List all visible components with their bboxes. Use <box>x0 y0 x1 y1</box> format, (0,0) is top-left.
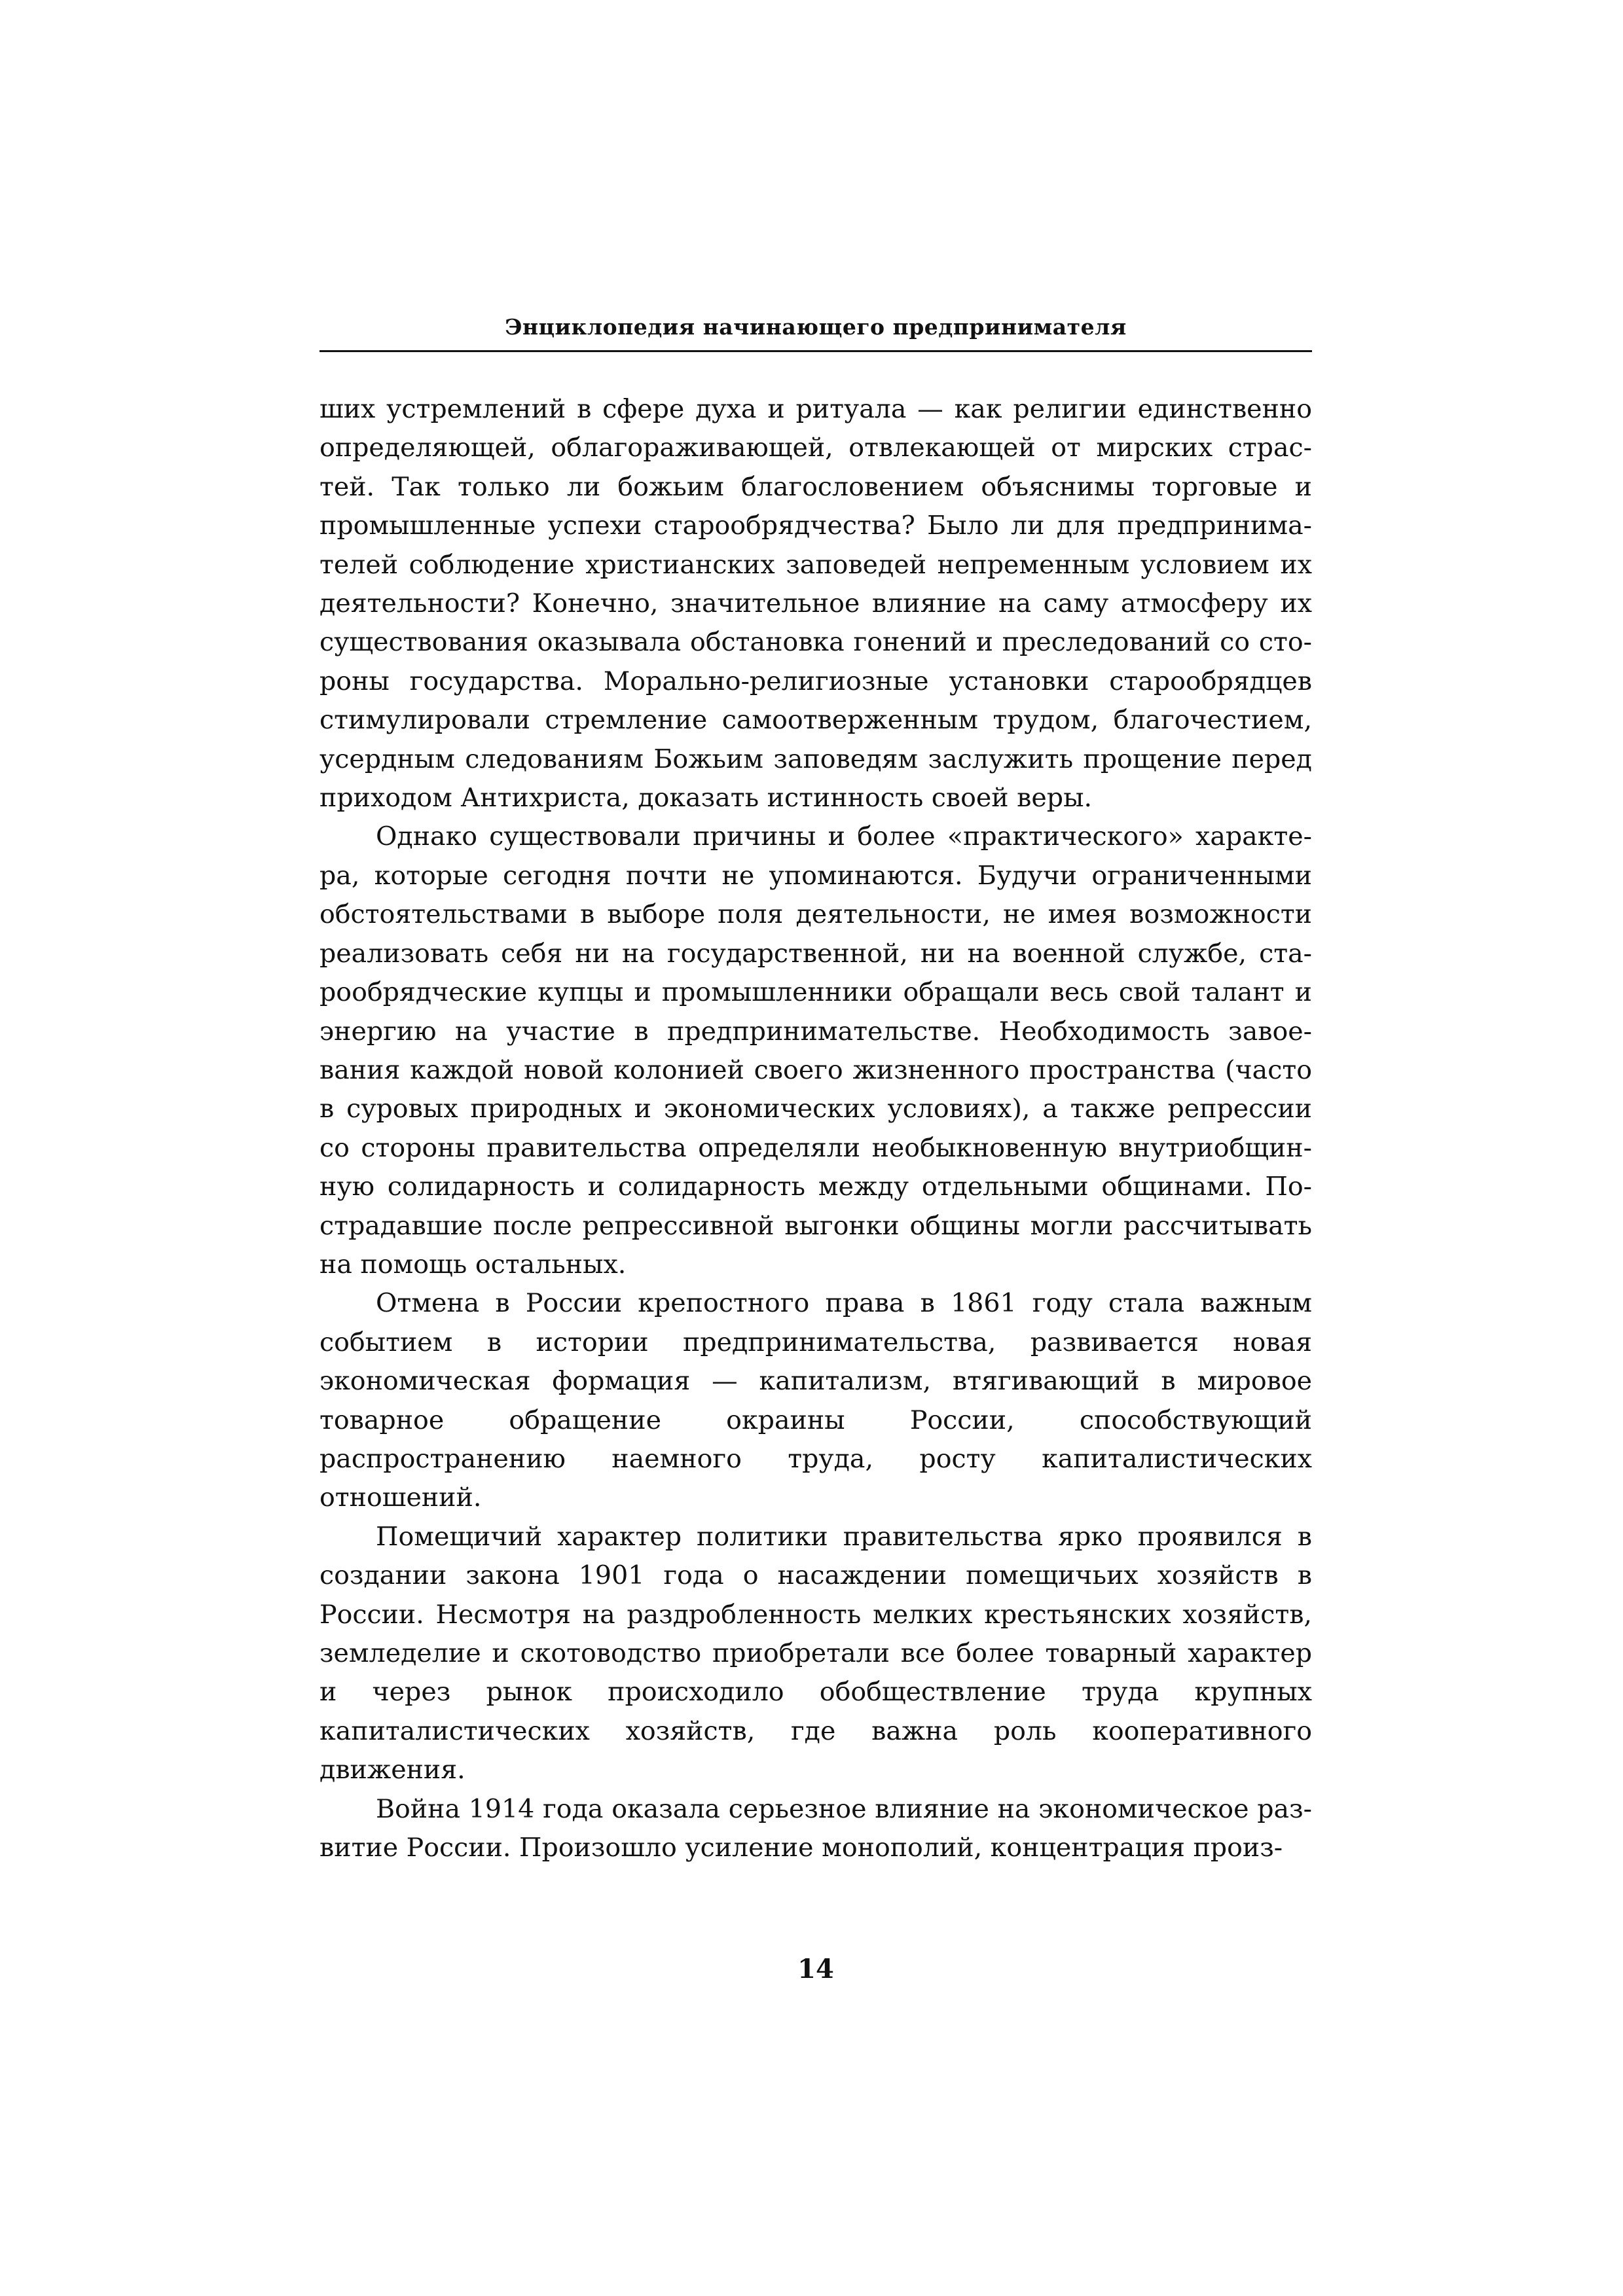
paragraph-4: Помещичий характер политики правительства ярко проявился в создании закона 1901 года о насаждении помещичьих хозяйств в России. Несмотря на раздробленность мелких крестьянских хозяйств, земледелие и скотоводство приобретали все более товарный характер и через рынок происходило обобществление труда крупных капиталистических хозяйств, где важна роль кооперативного движения. <box>319 1521 1312 1785</box>
book-page <box>319 314 1312 1990</box>
paragraph-1: ших устремлений в сфере духа и ритуала — как религии единственно определяющей, облагораживающей, отвлекающей от мирских страстей. Так только ли божьим благословением объяснимы торговые и промышленные успехи старообрядчества? Было ли для предпринимателей соблюдение христианских заповедей непременным условием их деятельности? Конечно, значительное влияние на саму атмосферу их существования оказывала обстановка гонений и преследований со стороны государства. Морально-религиозные установки старообрядцев стимулировали стремление самоотверженным трудом, благочестием, усердным следованиям Божьим заповедям заслужить прощение перед приходом Антихриста, доказать истинность своей веры. <box>319 394 1312 814</box>
paragraph-2: Однако существовали причины и более «практического» характера, которые сегодня почти не упоминаются. Будучи ограниченными обстоятельствами в выборе поля деятельности, не имея возможности реализовать себя ни на государственной, ни на военной службе, старообрядческие купцы и промышленники обращали весь свой талант и энергию на участие в предпринимательстве. Необходимость завоевания каждой новой колонией своего жизненного пространства (часто в суровых природных и экономических условиях), а также репрессии со стороны правительства определяли необыкновенную внутриобщинную солидарность и солидарность между отдельными общинами. Пострадавшие после репрессивной выгонки общины могли рассчитывать на помощь остальных. <box>319 821 1312 1280</box>
running-header: Энциклопедия начинающего предпринимателя <box>319 314 1312 352</box>
page-number: 14 <box>797 1954 834 1984</box>
body-text <box>319 390 1312 1867</box>
paragraph-5: Война 1914 года оказала серьезное влияние на экономическое развитие России. Произошло усиление монополий, концентрация произ- <box>319 1793 1312 1863</box>
paragraph-3: Отмена в России крепостного права в 1861 году стала важным событием в истории предпринимательства, развивается новая экономическая формация — капитализм, втягивающий в мировое товарное обращение окраины России, способствующий распространению наемного труда, росту капиталистических отношений. <box>319 1288 1312 1513</box>
